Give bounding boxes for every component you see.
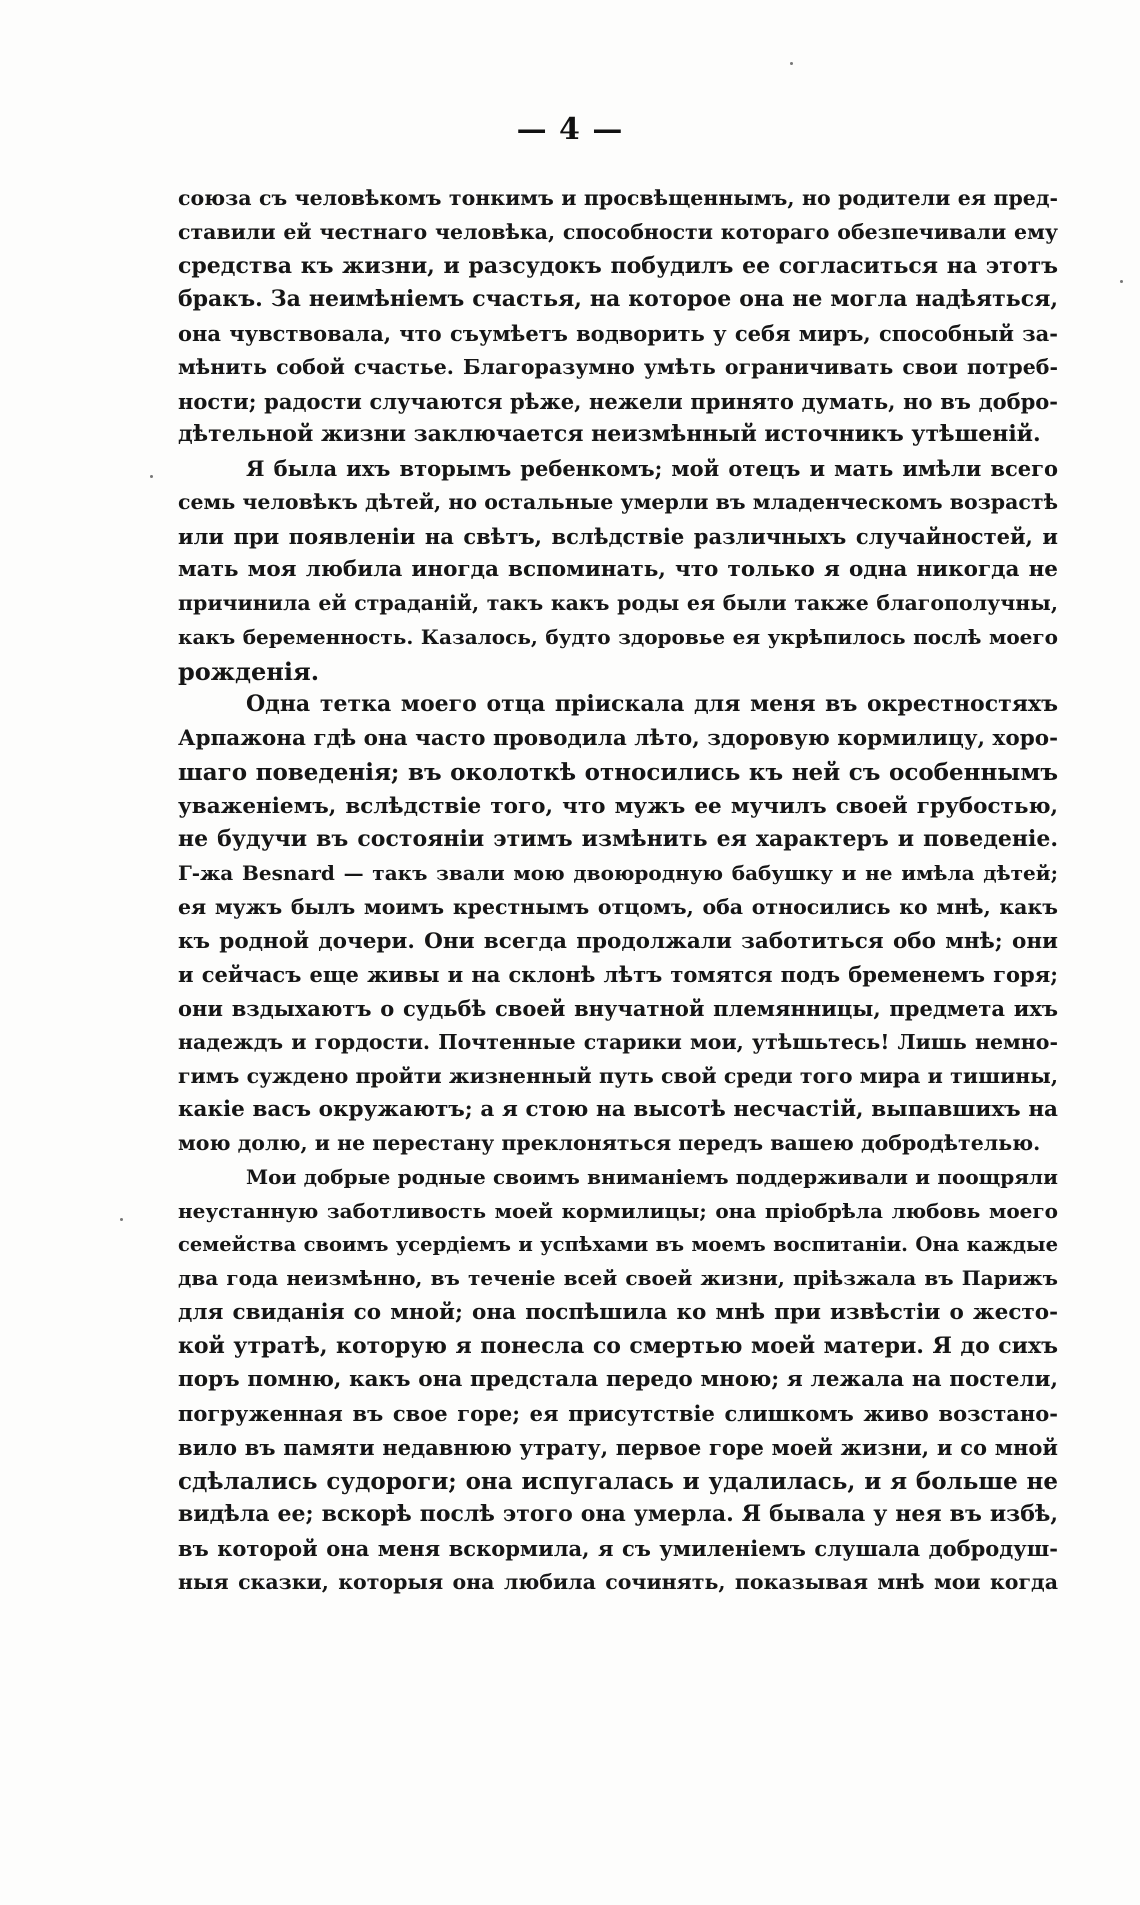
text-line: кой утратѣ, которую я понесла со смертью моей матери. Я до сихъ — [178, 1332, 1058, 1359]
print-speck — [1120, 280, 1123, 283]
text-line: причинила ей страданій, такъ какъ роды ея были также благополучны, — [178, 591, 1058, 615]
text-line: бракъ. За неимѣніемъ счастья, на которое она не могла надѣяться, — [178, 286, 1058, 313]
text-line: вило въ памяти недавнюю утрату, первое горе моей жизни, и со мной — [178, 1434, 1058, 1460]
text-line: мать моя любила иногда вспоминать, что только я одна никогда не — [178, 557, 1058, 583]
text-line: гимъ суждено пройти жизненный путь свой среди того мира и тишины, — [178, 1063, 1058, 1088]
text-line: ныя сказки, которыя она любила сочинять, показывая мнѣ мои когда — [178, 1569, 1058, 1594]
text-line: какіе васъ окружаютъ; а я стою на высотѣ несчастій, выпавшихъ на — [178, 1097, 1058, 1123]
text-line: какъ беременность. Казалось, будто здоровье ея укрѣпилось послѣ моего — [178, 624, 1058, 649]
text-line: дѣтельной жизни заключается неизмѣнный источникъ утѣшеній. — [178, 421, 1041, 448]
text-line: семь человѣкъ дѣтей, но остальные умерли въ младенческомъ возрастѣ — [178, 489, 1058, 514]
paragraph-2 — [178, 452, 1058, 688]
text-line: или при появленіи на свѣтъ, вслѣдствіе различныхъ случайностей, и — [178, 523, 1058, 549]
text-line: для свиданія со мной; она поспѣшила ко мнѣ при извѣстіи о жесто- — [178, 1299, 1058, 1325]
text-line: средства къ жизни, и разсудокъ побудилъ ее согласиться на этотъ — [178, 252, 1058, 279]
print-speck — [150, 475, 153, 478]
text-line: Одна тетка моего отца пріискала для меня въ окрестностяхъ — [246, 691, 1058, 718]
text-line: Арпажона гдѣ она часто проводила лѣто, здоровую кормилицу, хоро- — [178, 726, 1058, 751]
text-line: мою долю, и не перестану преклоняться передъ вашею добродѣтелью. — [178, 1131, 1041, 1155]
text-line: сдѣлались судороги; она испугалась и удалилась, и я больше не — [178, 1467, 1058, 1495]
text-line: рожденія. — [178, 656, 320, 686]
text-line: не будучи въ состояніи этимъ измѣнить ея характеръ и поведеніе. — [178, 826, 1058, 853]
text-line: Я была ихъ вторымъ ребенкомъ; мой отецъ и мать имѣли всего — [246, 456, 1058, 481]
text-line: Мои добрые родные своимъ вниманіемъ поддерживали и поощряли — [246, 1164, 1058, 1189]
text-line: мѣнить собой счастье. Благоразумно умѣть ограничивать свои потреб- — [178, 354, 1058, 379]
print-speck — [790, 62, 793, 65]
text-line: къ родной дочери. Они всегда продолжали заботиться обо мнѣ; они — [178, 928, 1058, 954]
text-line: ности; радости случаются рѣже, нежели принято думать, но въ добро- — [178, 388, 1058, 414]
text-line: видѣла ее; вскорѣ послѣ этого она умерла. Я бывала у нея въ избѣ, — [178, 1501, 1058, 1528]
paragraph-4 — [178, 1161, 1058, 1600]
text-line: ставили ей честнаго человѣка, способности котораго обезпечивали ему — [178, 219, 1058, 244]
print-speck — [120, 1218, 123, 1221]
text-line: уваженіемъ, вслѣдствіе того, что мужъ ее мучилъ своей грубостью, — [178, 793, 1058, 819]
paragraph-3 — [178, 688, 1058, 1161]
text-line: они вздыхаютъ о судьбѣ своей внучатной племянницы, предмета ихъ — [178, 996, 1058, 1021]
text-line: неустанную заботливость моей кормилицы; она пріобрѣла любовь моего — [178, 1198, 1058, 1223]
text-line: погруженная въ свое горе; ея присутствіе слишкомъ живо возстано- — [178, 1401, 1058, 1426]
text-line: шаго поведенія; въ околоткѣ относились къ ней съ особеннымъ — [178, 758, 1058, 786]
text-line: она чувствовала, что съумѣетъ водворить у себя миръ, способный за- — [178, 321, 1058, 346]
body-text — [178, 182, 1058, 1600]
text-line: семейства своимъ усердіемъ и успѣхами въ моемъ воспитаніи. Она каждые — [178, 1233, 1058, 1257]
page-number: — 4 — — [516, 112, 624, 147]
text-line: надеждъ и гордости. Почтенные старики мои, утѣшьтесь! Лишь немно- — [178, 1029, 1058, 1054]
text-line: Г-жа Besnard — такъ звали мою двоюродную бабушку и не имѣла дѣтей; — [178, 861, 1058, 885]
paragraph-1 — [178, 182, 1058, 452]
text-line: союза съ человѣкомъ тонкимъ и просвѣщеннымъ, но родители ея пред- — [178, 186, 1058, 210]
text-line: и сейчасъ еще живы и на склонѣ лѣтъ томятся подъ бременемъ горя; — [178, 962, 1058, 988]
text-line: въ которой она меня вскормила, я съ умиленіемъ слушала добродуш- — [178, 1536, 1058, 1561]
text-line: поръ помню, какъ она предстала передо мною; я лежала на постели, — [178, 1367, 1058, 1393]
text-line: ея мужъ былъ моимъ крестнымъ отцомъ, оба относились ко мнѣ, какъ — [178, 894, 1058, 919]
text-line: два года неизмѣнно, въ теченіе всей своей жизни, пріѣзжала въ Парижъ — [178, 1266, 1058, 1290]
